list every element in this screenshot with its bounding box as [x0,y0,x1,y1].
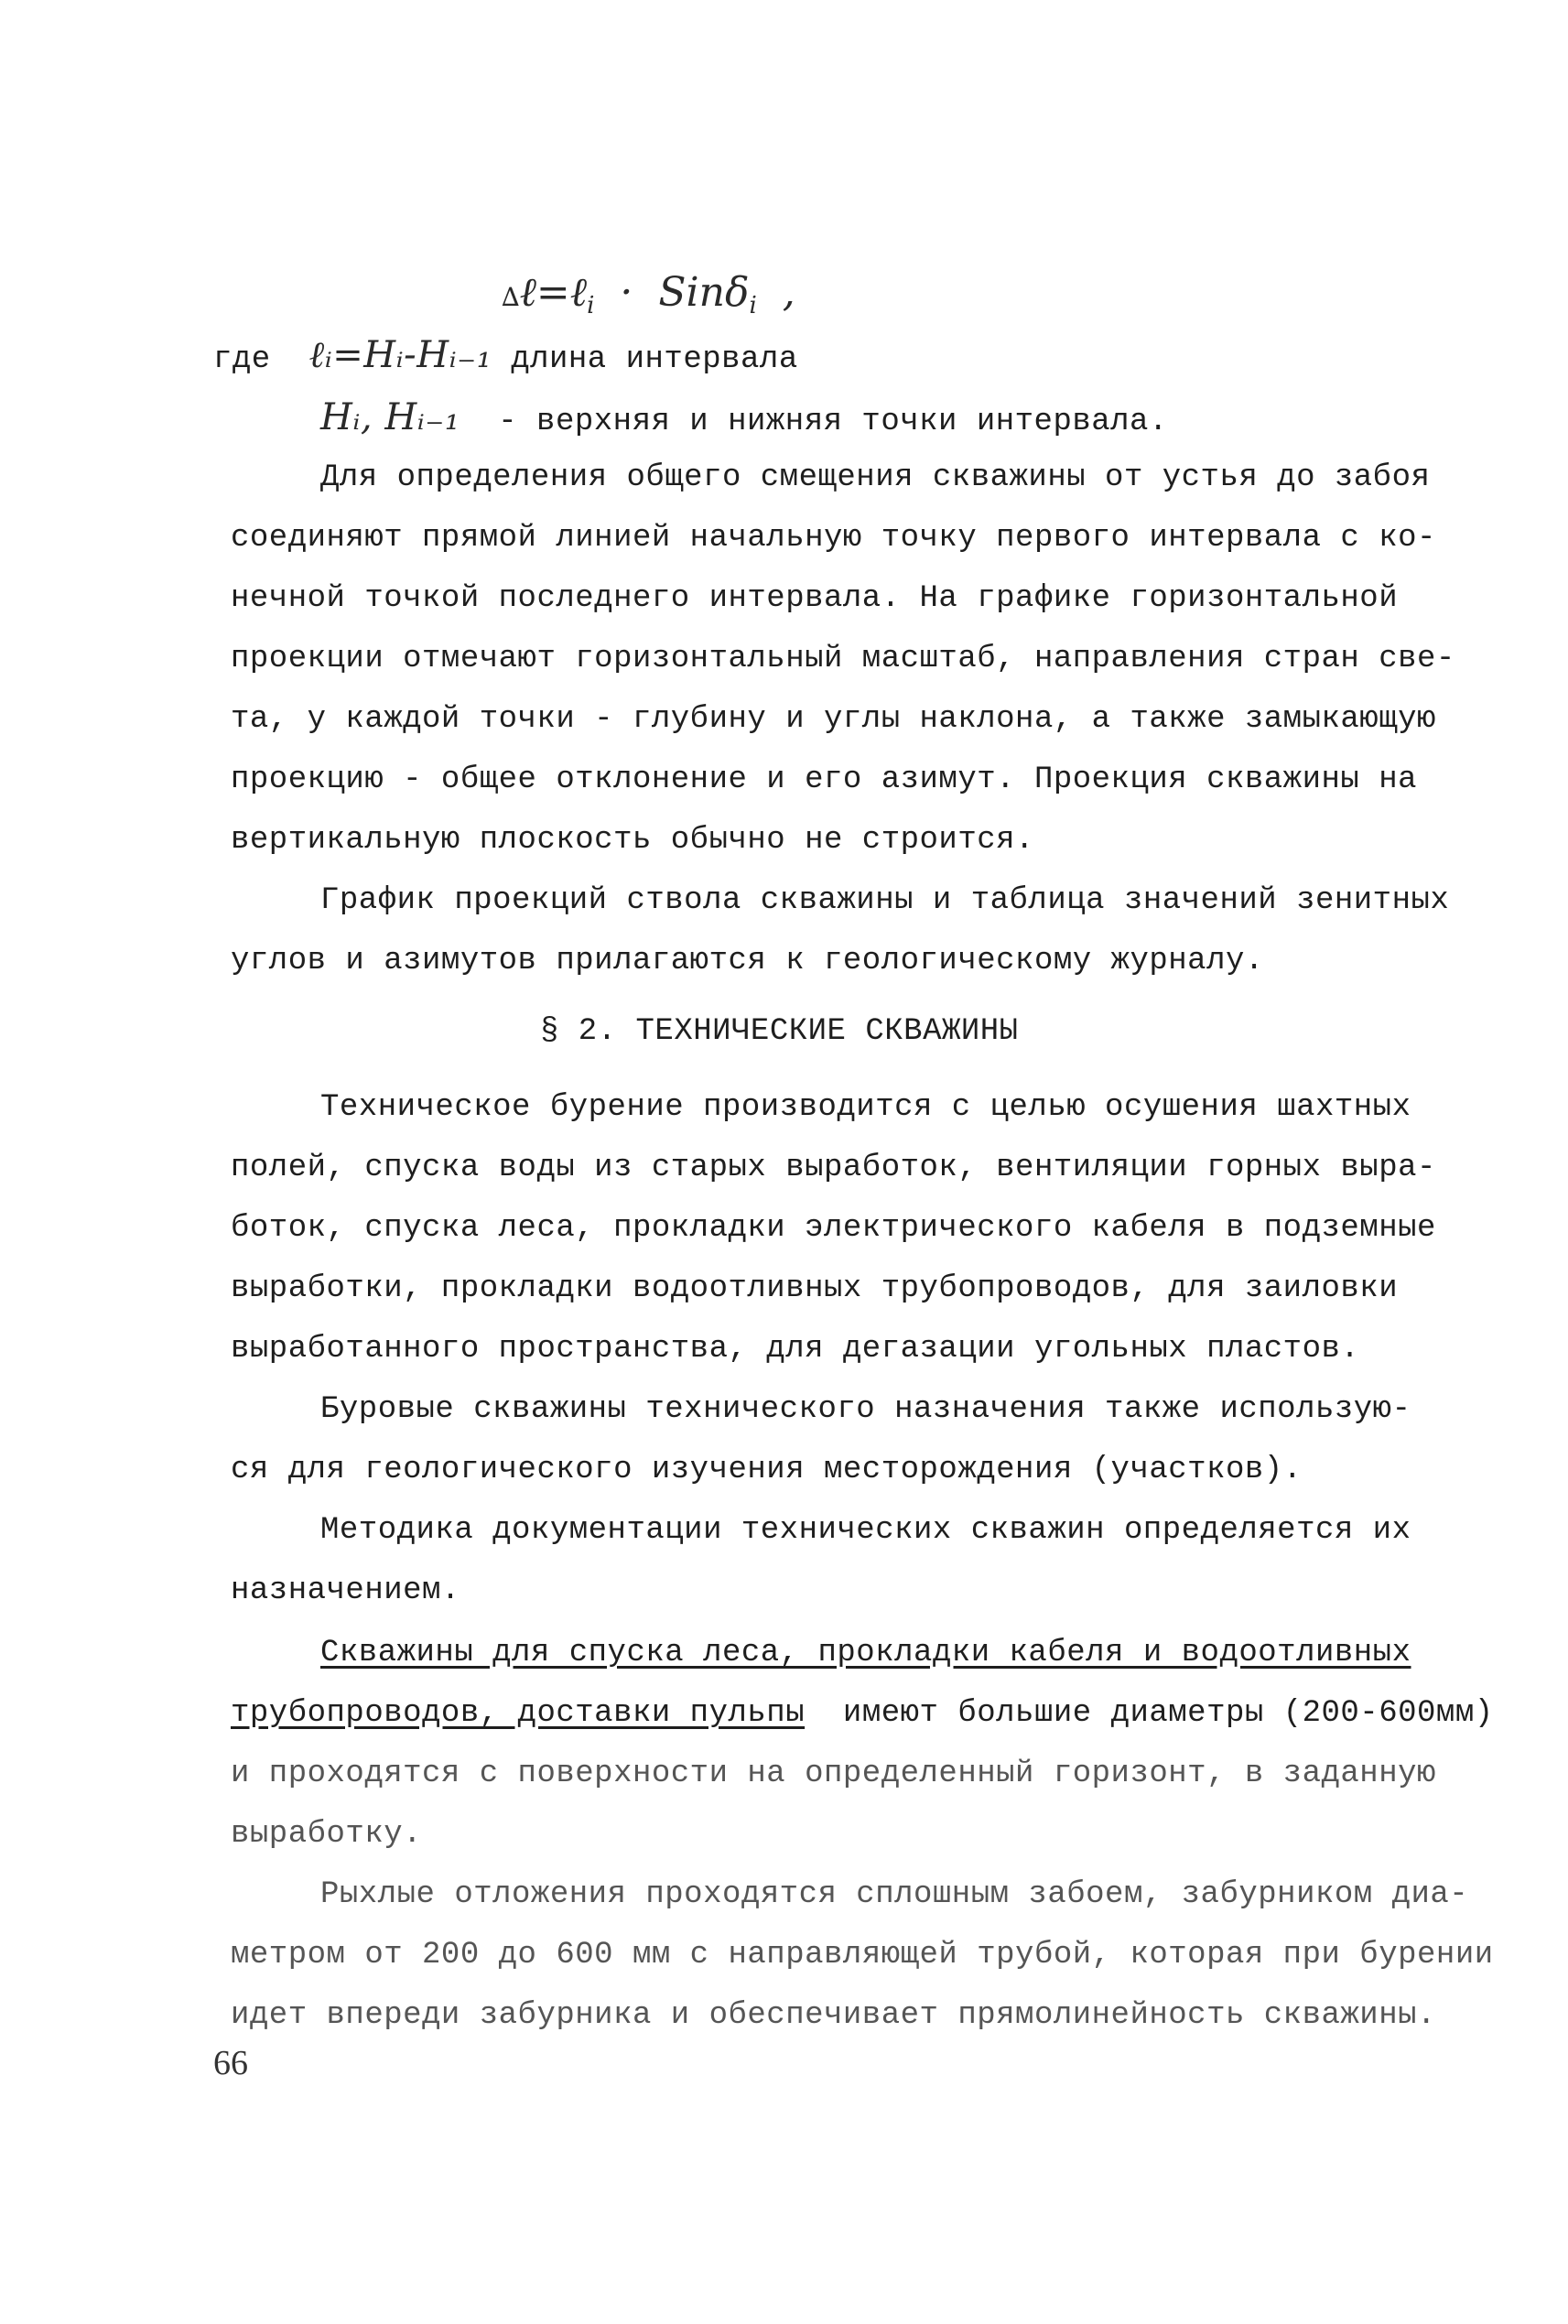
para4-line: Буровые скважины технического назначения также использую- [320,1392,1411,1427]
points-line [320,396,1168,440]
formula-comma: , [782,269,795,316]
para1-line: проекции отмечают горизонтальный масштаб, направления стран све- [231,642,1455,676]
formula-eq: = [535,269,570,316]
para4-line: ся для геологического изучения месторождения (участков). [231,1453,1303,1487]
page-number: 66 [213,2044,248,2082]
where-prefix: где [213,342,271,377]
formula-sin: Sin [658,269,725,316]
para1-line: соединяют прямой линией начальную точку первого интервала с ко- [231,521,1436,556]
para2-line: углов и азимутов прилагаются к геологическому журналу. [231,944,1264,978]
para1-line: проекцию - общее отклонение и его азимут. Проекция скважины на [231,762,1418,797]
para1-line: нечной точкой последнего интервала. На графике горизонтальной [231,581,1399,616]
where-line [213,334,798,378]
displacement-formula [502,265,795,333]
points-expression: Hᵢ, Hᵢ₋₁ [320,396,460,438]
para6-underlined-line2: трубопроводов, доставки пульпы [231,1696,806,1731]
formula-delta-sub: i [749,292,757,319]
where-expression: ℓᵢ=Hᵢ-Hᵢ₋₁ [308,334,492,376]
para6-line2-rest: имеют большие диаметры (200-600мм) [805,1696,1494,1731]
para1-line: вертикальную плоскость обычно не строится. [231,823,1034,858]
formula-delta-i: δ [724,269,750,316]
para7-line: Рыхлые отложения проходятся сплошным забоем, забурником диа- [320,1877,1469,1912]
para3-line: боток, спуска леса, прокладки электрического кабеля в подземные [231,1211,1436,1246]
para3-line: Техническое бурение производится с целью осушения шахтных [320,1090,1411,1125]
points-text: - верхняя и нижняя точки интервала. [498,405,1168,439]
para6-line2 [231,1695,1494,1732]
formula-li: ℓ [569,269,588,316]
formula-delta: ∆ [502,282,520,312]
para7-line: метром от 200 до 600 мм с направляющей трубой, которая при бурении [231,1938,1494,1973]
para3-line: выработанного пространства, для дегазации угольных пластов. [231,1332,1360,1367]
formula-li-sub: i [587,292,595,319]
para6-line4: выработку. [231,1817,423,1852]
para7-line: идет впереди забурника и обеспечивает прямолинейность скважины. [231,1998,1436,2033]
para5-line: назначением. [231,1573,460,1608]
para6-underlined-line1: Скважины для спуска леса, прокладки кабеля и водоотливных [320,1636,1411,1670]
formula-dot: · [620,269,633,316]
section-heading: § 2. ТЕХНИЧЕСКИЕ СКВАЖИНЫ [540,1014,1019,1049]
para3-line: полей, спуска воды из старых выработок, вентиляции горных выра- [231,1151,1436,1185]
para6-line3: и проходятся с поверхности на определенный горизонт, в заданную [231,1757,1436,1791]
para5-line: Методика документации технических скважин определяется их [320,1513,1411,1548]
where-text: длина интервала [511,342,798,377]
para3-line: выработки, прокладки водоотливных трубопроводов, для заиловки [231,1271,1399,1306]
para1-line: Для определения общего смещения скважины от устья до забоя [320,460,1431,495]
formula-lhs: ℓ [519,269,536,316]
para1-line: та, у каждой точки - глубину и углы наклона, а также замыкающую [231,702,1436,737]
para2-line: График проекций ствола скважины и таблица значений зенитных [320,883,1450,918]
